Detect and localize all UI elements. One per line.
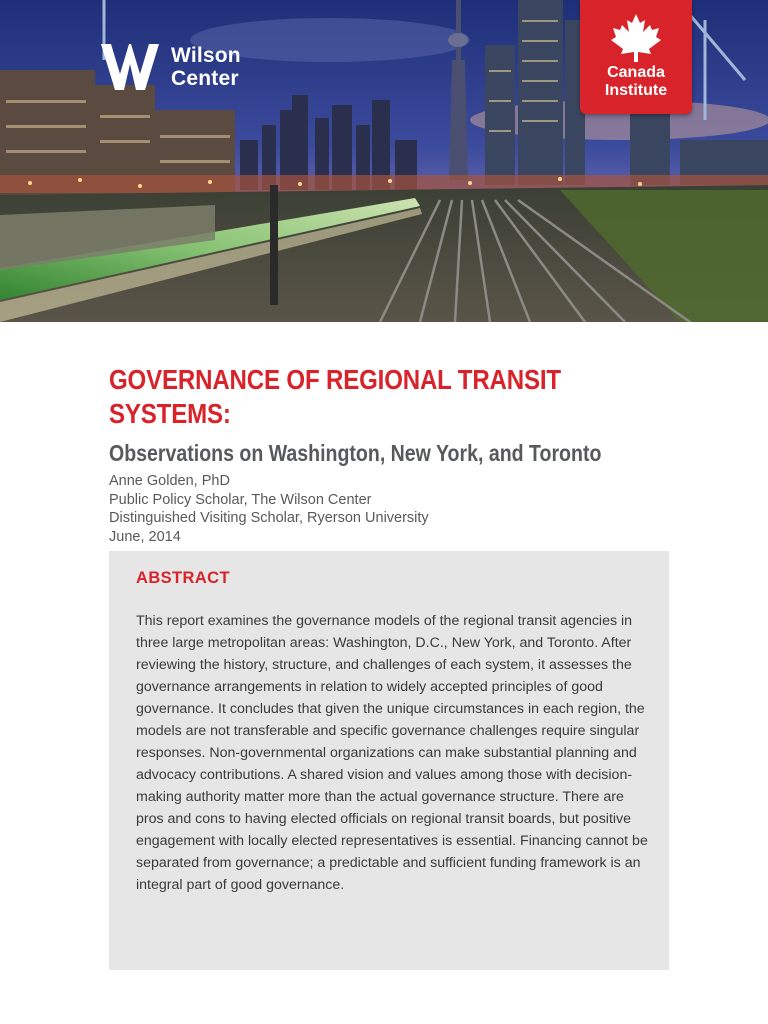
canada-badge-line2: Institute — [604, 82, 668, 99]
author-role-ryerson: Distinguished Visiting Scholar, Ryerson University — [109, 510, 429, 526]
abstract-heading: ABSTRACT — [136, 569, 230, 587]
wilson-logo-line2: Center — [171, 67, 239, 90]
maple-leaf-icon — [611, 14, 661, 62]
canada-badge-line1: Canada — [607, 64, 665, 81]
publication-date: June, 2014 — [109, 528, 181, 545]
report-subtitle: Observations on Washington, New York, and Toronto — [109, 440, 602, 466]
canada-badge-text — [580, 64, 692, 100]
canada-institute-badge — [580, 0, 692, 114]
cover-photo-toronto-rail — [0, 0, 768, 322]
abstract-panel — [109, 551, 669, 970]
author-role-wilson: Public Policy Scholar, The Wilson Center — [109, 491, 372, 508]
wilson-logo-line1: Wilson — [171, 44, 241, 67]
report-title: GOVERNANCE OF REGIONAL TRANSIT SYSTEMS: — [109, 364, 561, 429]
abstract-body: This report examines the governance models of the regional transit agencies in three large metropolitan areas: Washington, D.C., New York, and Toronto. After reviewing the history, structure, and challenges of each system, it assesses the governance arrangements in relation to widely accepted principles of good governance. It concludes that given the unique circumstances in each region, the models are not transferable and specific governance challenges require singular responses. Non-governmental organizations can make substantial planning and advocacy contributions. A shared vision and values among those with decision-making authority matter more than the actual governance structure. There are pros and cons to having elected officials on regional transit boards, but positive engagement with locally elected representatives is essential. Financing cannot be separated from governance; a predictable and sufficient funding framework is an integral part of good governance. — [136, 613, 648, 893]
wilson-center-logo — [101, 43, 241, 91]
wilson-w-logo-icon — [101, 44, 159, 90]
wilson-logo-text — [171, 44, 241, 90]
author-info — [109, 472, 429, 546]
author-name: Anne Golden, PhD — [109, 473, 230, 489]
